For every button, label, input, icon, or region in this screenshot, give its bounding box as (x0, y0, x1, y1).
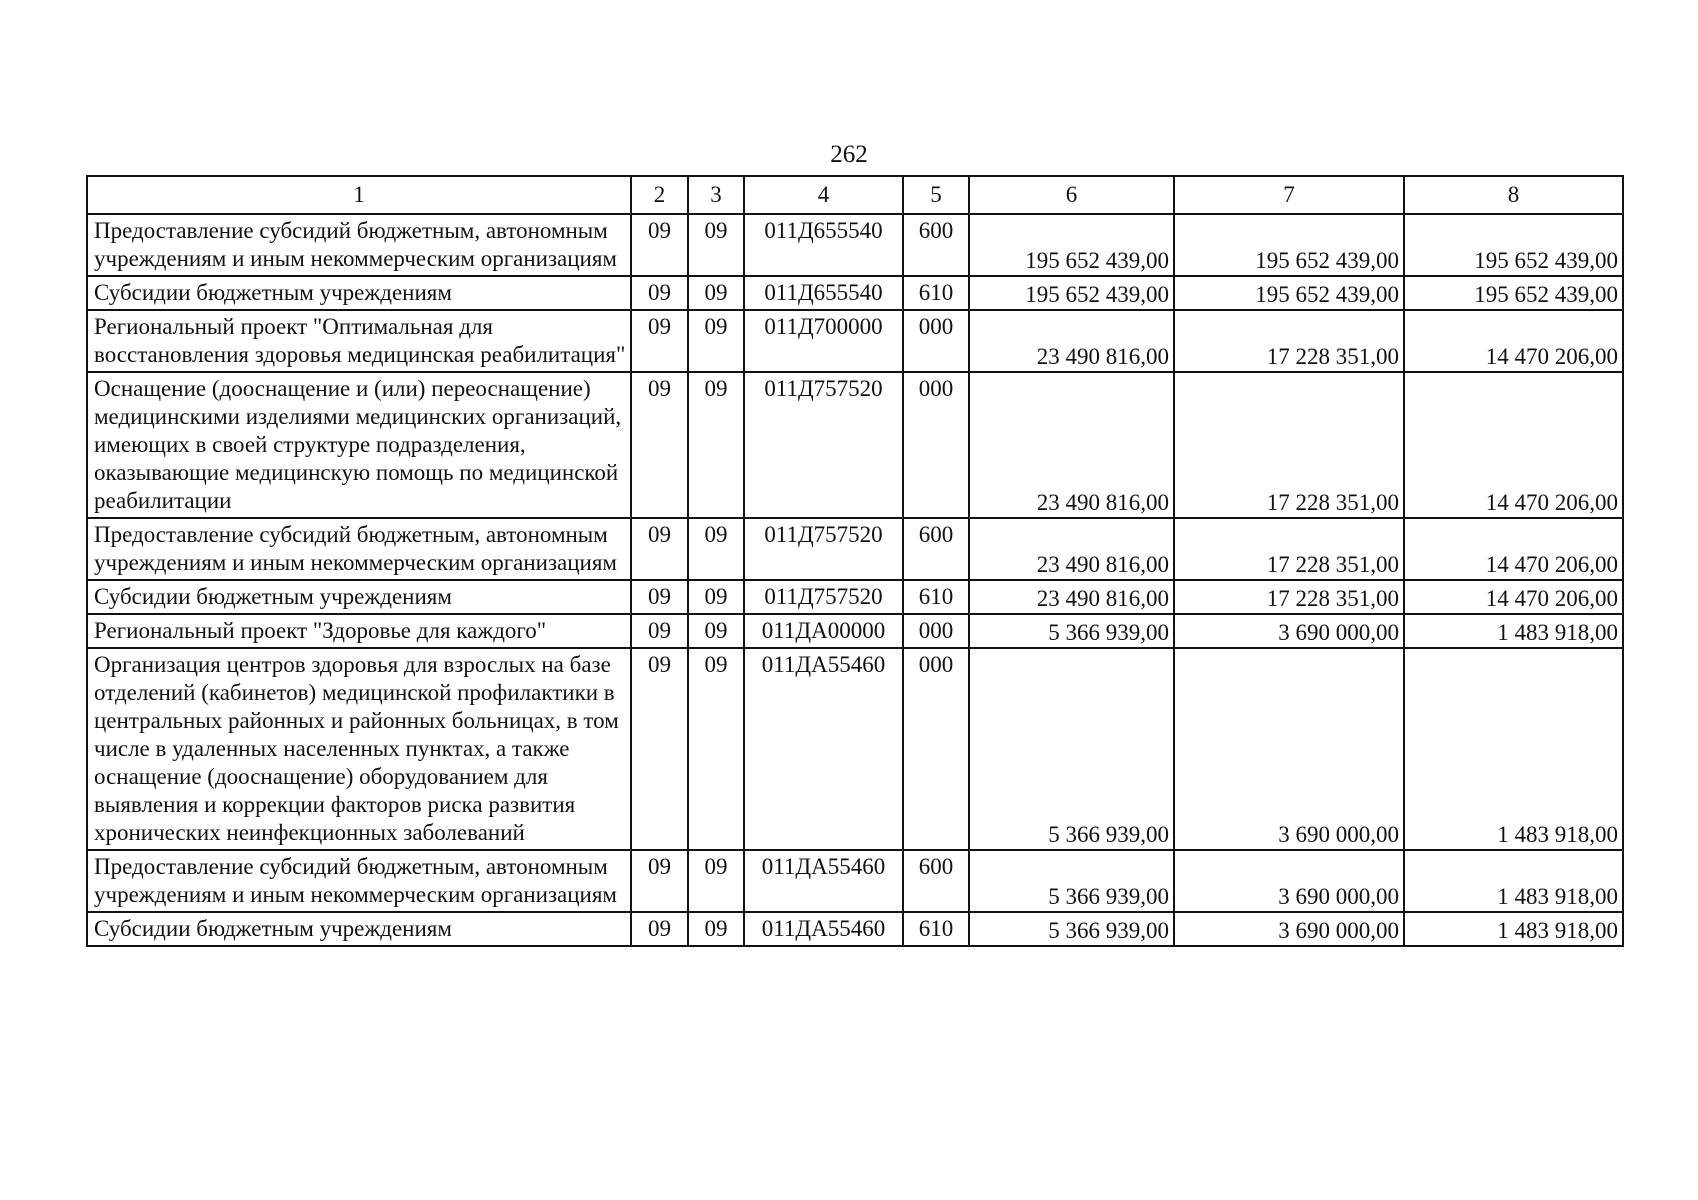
expense-type-cell: 600 (903, 518, 969, 580)
target-code-cell: 011ДА55460 (744, 648, 903, 850)
table-row (87, 648, 1623, 850)
target-code-cell: 011Д700000 (744, 310, 903, 372)
target-code-cell: 011Д655540 (744, 214, 903, 276)
amount-col7-cell: 3 690 000,00 (1174, 614, 1404, 648)
subsection-cell: 09 (688, 276, 744, 310)
subsection-cell: 09 (688, 614, 744, 648)
section-cell: 09 (631, 580, 688, 614)
header-cell-1: 1 (87, 176, 631, 214)
section-cell: 09 (631, 648, 688, 850)
amount-col8-cell: 195 652 439,00 (1404, 276, 1623, 310)
header-cell-7: 7 (1174, 176, 1404, 214)
name-cell: Предоставление субсидий бюджетным, автономным учреждениям и иным некоммерческим организациям (87, 850, 631, 912)
section-cell: 09 (631, 372, 688, 518)
expense-type-cell: 000 (903, 648, 969, 850)
header-cell-8: 8 (1404, 176, 1623, 214)
expense-type-cell: 000 (903, 372, 969, 518)
amount-col6-cell: 5 366 939,00 (969, 614, 1174, 648)
name-cell: Региональный проект "Здоровье для каждого" (87, 614, 631, 648)
header-cell-3: 3 (688, 176, 744, 214)
expense-type-cell: 000 (903, 614, 969, 648)
amount-col8-cell: 14 470 206,00 (1404, 580, 1623, 614)
expense-type-cell: 000 (903, 310, 969, 372)
target-code-cell: 011ДА00000 (744, 614, 903, 648)
table-row (87, 310, 1623, 372)
header-cell-6: 6 (969, 176, 1174, 214)
section-cell: 09 (631, 310, 688, 372)
subsection-cell: 09 (688, 850, 744, 912)
section-cell: 09 (631, 214, 688, 276)
amount-col7-cell: 195 652 439,00 (1174, 276, 1404, 310)
header-cell-5: 5 (903, 176, 969, 214)
amount-col7-cell: 3 690 000,00 (1174, 912, 1404, 946)
amount-col8-cell: 1 483 918,00 (1404, 648, 1623, 850)
table-row (87, 580, 1623, 614)
amount-col6-cell: 5 366 939,00 (969, 648, 1174, 850)
amount-col8-cell: 14 470 206,00 (1404, 310, 1623, 372)
amount-col6-cell: 23 490 816,00 (969, 372, 1174, 518)
amount-col7-cell: 17 228 351,00 (1174, 310, 1404, 372)
amount-col6-cell: 23 490 816,00 (969, 310, 1174, 372)
name-cell: Оснащение (дооснащение и (или) переоснащение) медицинскими изделиями медицинских организаций, имеющих в своей структуре подразделения, оказывающие медицинскую помощь по медицинской реабилитации (87, 372, 631, 518)
amount-col8-cell: 14 470 206,00 (1404, 372, 1623, 518)
amount-col8-cell: 195 652 439,00 (1404, 214, 1623, 276)
target-code-cell: 011Д655540 (744, 276, 903, 310)
header-cell-2: 2 (631, 176, 688, 214)
amount-col6-cell: 23 490 816,00 (969, 518, 1174, 580)
subsection-cell: 09 (688, 912, 744, 946)
amount-col6-cell: 195 652 439,00 (969, 214, 1174, 276)
name-cell: Субсидии бюджетным учреждениям (87, 580, 631, 614)
table-header-row (87, 176, 1623, 214)
amount-col6-cell: 5 366 939,00 (969, 850, 1174, 912)
name-cell: Региональный проект "Оптимальная для восстановления здоровья медицинская реабилитация" (87, 310, 631, 372)
budget-table (86, 175, 1624, 947)
table-row (87, 518, 1623, 580)
target-code-cell: 011ДА55460 (744, 850, 903, 912)
name-cell: Предоставление субсидий бюджетным, автономным учреждениям и иным некоммерческим организациям (87, 518, 631, 580)
amount-col7-cell: 195 652 439,00 (1174, 214, 1404, 276)
subsection-cell: 09 (688, 310, 744, 372)
expense-type-cell: 600 (903, 850, 969, 912)
expense-type-cell: 610 (903, 912, 969, 946)
name-cell: Субсидии бюджетным учреждениям (87, 912, 631, 946)
subsection-cell: 09 (688, 648, 744, 850)
amount-col7-cell: 17 228 351,00 (1174, 372, 1404, 518)
section-cell: 09 (631, 614, 688, 648)
section-cell: 09 (631, 518, 688, 580)
expense-type-cell: 610 (903, 580, 969, 614)
subsection-cell: 09 (688, 372, 744, 518)
amount-col7-cell: 17 228 351,00 (1174, 518, 1404, 580)
amount-col8-cell: 1 483 918,00 (1404, 614, 1623, 648)
table-body (87, 176, 1623, 946)
amount-col7-cell: 17 228 351,00 (1174, 580, 1404, 614)
table-row (87, 614, 1623, 648)
expense-type-cell: 610 (903, 276, 969, 310)
table-row (87, 850, 1623, 912)
header-cell-4: 4 (744, 176, 903, 214)
expense-type-cell: 600 (903, 214, 969, 276)
amount-col8-cell: 1 483 918,00 (1404, 912, 1623, 946)
subsection-cell: 09 (688, 518, 744, 580)
subsection-cell: 09 (688, 214, 744, 276)
section-cell: 09 (631, 276, 688, 310)
amount-col8-cell: 14 470 206,00 (1404, 518, 1623, 580)
table-row (87, 214, 1623, 276)
target-code-cell: 011Д757520 (744, 518, 903, 580)
amount-col6-cell: 195 652 439,00 (969, 276, 1174, 310)
amount-col7-cell: 3 690 000,00 (1174, 850, 1404, 912)
amount-col8-cell: 1 483 918,00 (1404, 850, 1623, 912)
table-row (87, 912, 1623, 946)
name-cell: Субсидии бюджетным учреждениям (87, 276, 631, 310)
section-cell: 09 (631, 850, 688, 912)
target-code-cell: 011Д757520 (744, 372, 903, 518)
table-row (87, 372, 1623, 518)
target-code-cell: 011Д757520 (744, 580, 903, 614)
amount-col7-cell: 3 690 000,00 (1174, 648, 1404, 850)
amount-col6-cell: 23 490 816,00 (969, 580, 1174, 614)
name-cell: Предоставление субсидий бюджетным, автономным учреждениям и иным некоммерческим организациям (87, 214, 631, 276)
amount-col6-cell: 5 366 939,00 (969, 912, 1174, 946)
page-number: 262 (830, 141, 868, 168)
target-code-cell: 011ДА55460 (744, 912, 903, 946)
section-cell: 09 (631, 912, 688, 946)
subsection-cell: 09 (688, 580, 744, 614)
name-cell: Организация центров здоровья для взрослых на базе отделений (кабинетов) медицинской профилактики в центральных районных и районных больницах, в том числе в удаленных населенных пунктах, а также оснащение (дооснащение) оборудованием для выявления и коррекции факторов риска развития хронических неинфекционных заболеваний (87, 648, 631, 850)
table-row (87, 276, 1623, 310)
